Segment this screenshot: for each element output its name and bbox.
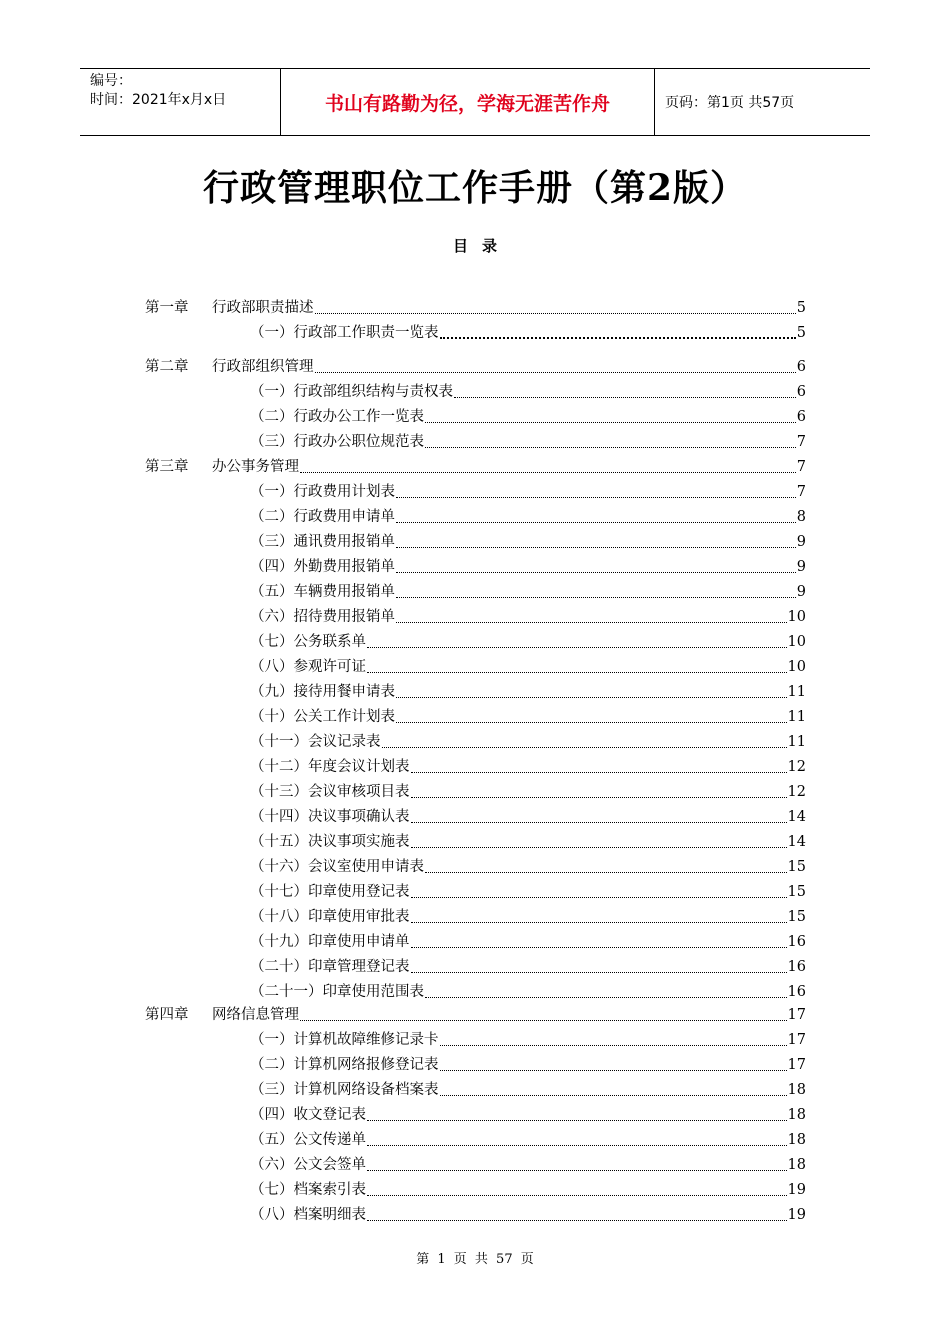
number-label: 编号： <box>90 73 132 89</box>
toc-entry[interactable] <box>0 427 950 451</box>
toc-page-number: 10 <box>787 634 806 650</box>
toc-leader-dots <box>411 771 787 773</box>
toc-page-number: 18 <box>787 1132 806 1148</box>
toc-section-title: （六）公文会签单 <box>250 1157 366 1173</box>
header-meta <box>80 69 281 135</box>
toc-section-title: （二）行政办公工作一览表 <box>250 409 424 425</box>
toc-section-title: （四）外勤费用报销单 <box>250 559 395 575</box>
header-motto: 书山有路勤为径，学海无涯苦作舟 <box>281 69 655 135</box>
toc-leader-dots <box>440 1069 787 1071</box>
toc-page-number: 15 <box>787 859 806 875</box>
toc-leader-dots <box>300 471 796 473</box>
toc-section-title: （二）行政费用申请单 <box>250 509 395 525</box>
toc-leader-dots <box>367 1119 787 1121</box>
toc-chapter-title: 行政部职责描述 <box>212 300 314 316</box>
toc-entry[interactable] <box>0 1000 950 1024</box>
toc-chapter-title: 网络信息管理 <box>212 1007 299 1023</box>
toc-page-number: 16 <box>787 959 806 975</box>
toc-leader-dots <box>425 871 787 873</box>
toc-leader-dots <box>315 312 796 314</box>
toc-entry[interactable] <box>0 293 950 317</box>
toc-page-number: 18 <box>787 1157 806 1173</box>
toc-entry[interactable] <box>0 677 950 701</box>
toc-entry[interactable] <box>0 752 950 776</box>
toc-entry[interactable] <box>0 1100 950 1124</box>
toc-chapter-title: 办公事务管理 <box>212 459 299 475</box>
toc-leader-dots <box>396 721 787 723</box>
toc-chapter-number: 第一章 <box>145 300 189 316</box>
toc-page-number: 7 <box>796 434 806 450</box>
toc-entry[interactable] <box>0 627 950 651</box>
toc-section-title: （四）收文登记表 <box>250 1107 366 1123</box>
toc-section-title: （二十）印章管理登记表 <box>250 959 410 975</box>
toc-leader-dots <box>440 1094 787 1096</box>
toc-page-number: 17 <box>787 1057 806 1073</box>
toc-entry[interactable] <box>0 1175 950 1199</box>
toc-entry[interactable] <box>0 702 950 726</box>
toc-section-title: （二）计算机网络报修登记表 <box>250 1057 439 1073</box>
toc-page-number: 7 <box>796 484 806 500</box>
toc-page-number: 9 <box>796 559 806 575</box>
toc-page-number: 10 <box>787 659 806 675</box>
toc-leader-dots <box>425 446 796 448</box>
toc-page-number: 6 <box>796 409 806 425</box>
toc-page-number: 6 <box>796 359 806 375</box>
toc-leader-dots <box>396 521 796 523</box>
toc-leader-dots <box>367 1194 787 1196</box>
toc-entry[interactable] <box>0 1075 950 1099</box>
toc-leader-dots <box>396 546 796 548</box>
toc-page-number: 12 <box>787 759 806 775</box>
toc-entry[interactable] <box>0 1050 950 1074</box>
toc-section-title: （三）行政办公职位规范表 <box>250 434 424 450</box>
toc-entry[interactable] <box>0 602 950 626</box>
toc-leader-dots <box>411 896 787 898</box>
toc-section-title: （一）行政费用计划表 <box>250 484 395 500</box>
toc-entry[interactable] <box>0 577 950 601</box>
toc-section-title: （七）档案索引表 <box>250 1182 366 1198</box>
toc-leader-dots <box>396 696 787 698</box>
toc-entry[interactable] <box>0 802 950 826</box>
document-header <box>80 68 870 136</box>
toc-leader-dots <box>425 421 796 423</box>
toc-chapter-title: 行政部组织管理 <box>212 359 314 375</box>
toc-entry[interactable] <box>0 552 950 576</box>
toc-heading: 目录 <box>452 237 511 255</box>
toc-page-number: 8 <box>796 509 806 525</box>
toc-entry[interactable] <box>0 927 950 951</box>
toc-leader-dots <box>396 496 796 498</box>
toc-leader-dots <box>454 396 796 398</box>
toc-section-title: （十八）印章使用审批表 <box>250 909 410 925</box>
toc-leader-dots <box>425 996 787 998</box>
toc-section-title: （一）行政部工作职责一览表 <box>250 325 439 341</box>
toc-page-number: 10 <box>787 609 806 625</box>
toc-entry[interactable] <box>0 1200 950 1224</box>
toc-leader-dots <box>440 1044 787 1046</box>
toc-entry[interactable] <box>0 652 950 676</box>
toc-section-title: （五）公文传递单 <box>250 1132 366 1148</box>
toc-page-number: 12 <box>787 784 806 800</box>
toc-section-title: （三）计算机网络设备档案表 <box>250 1082 439 1098</box>
toc-page-number: 19 <box>787 1207 806 1223</box>
toc-entry[interactable] <box>0 1025 950 1049</box>
toc-page-number: 16 <box>787 984 806 1000</box>
toc-leader-dots <box>411 846 787 848</box>
toc-section-title: （十五）决议事项实施表 <box>250 834 410 850</box>
toc-section-title: （三）通讯费用报销单 <box>250 534 395 550</box>
toc-section-title: （一）行政部组织结构与责权表 <box>250 384 453 400</box>
toc-page-number: 16 <box>787 934 806 950</box>
toc-section-title: （七）公务联系单 <box>250 634 366 650</box>
toc-entry[interactable] <box>0 502 950 526</box>
toc-section-title: （八）参观许可证 <box>250 659 366 675</box>
toc-leader-dots <box>411 971 787 973</box>
toc-page-number: 18 <box>787 1082 806 1098</box>
toc-leader-dots <box>396 571 796 573</box>
toc-leader-dots <box>396 621 787 623</box>
toc-page-number: 5 <box>796 325 806 341</box>
toc-page-number: 9 <box>796 534 806 550</box>
toc-section-title: （五）车辆费用报销单 <box>250 584 395 600</box>
toc-section-title: （十三）会议审核项目表 <box>250 784 410 800</box>
toc-page-number: 19 <box>787 1182 806 1198</box>
toc-page-number: 14 <box>787 834 806 850</box>
time-label: 时间：2021年x月x日 <box>90 92 227 108</box>
toc-leader-dots <box>300 1019 787 1021</box>
toc-leader-dots <box>396 596 796 598</box>
toc-entry[interactable] <box>0 727 950 751</box>
toc-entry[interactable] <box>0 402 950 426</box>
toc-section-title: （十七）印章使用登记表 <box>250 884 410 900</box>
toc-entry[interactable] <box>0 1125 950 1149</box>
toc-entry[interactable] <box>0 318 950 342</box>
toc-page-number: 15 <box>787 909 806 925</box>
toc-leader-dots <box>367 671 787 673</box>
toc-page-number: 6 <box>796 384 806 400</box>
toc-chapter-number: 第三章 <box>145 459 189 475</box>
toc-entry[interactable] <box>0 452 950 476</box>
toc-leader-dots <box>315 371 796 373</box>
document-title: 行政管理职位工作手册（第2版） <box>202 167 748 209</box>
toc-page-number: 17 <box>787 1032 806 1048</box>
toc-leader-dots <box>411 946 787 948</box>
toc-section-title: （八）档案明细表 <box>250 1207 366 1223</box>
toc-entry[interactable] <box>0 977 950 1001</box>
toc-chapter-number: 第二章 <box>145 359 189 375</box>
toc-leader-dots <box>367 1169 787 1171</box>
toc-page-number: 14 <box>787 809 806 825</box>
toc-entry[interactable] <box>0 827 950 851</box>
toc-section-title: （六）招待费用报销单 <box>250 609 395 625</box>
toc-leader-dots <box>440 336 796 339</box>
toc-page-number: 11 <box>787 709 806 725</box>
toc-entry[interactable] <box>0 852 950 876</box>
toc-leader-dots <box>411 921 787 923</box>
toc-section-title: （十九）印章使用申请单 <box>250 934 410 950</box>
toc-page-number: 9 <box>796 584 806 600</box>
toc-page-number: 11 <box>787 684 806 700</box>
toc-leader-dots <box>411 821 787 823</box>
header-page-info: 页码：第1页 共57页 <box>665 95 795 111</box>
toc-page-number: 17 <box>787 1007 806 1023</box>
toc-entry[interactable] <box>0 377 950 401</box>
toc-chapter-number: 第四章 <box>145 1007 189 1023</box>
toc-entry[interactable] <box>0 477 950 501</box>
toc-section-title: （十二）年度会议计划表 <box>250 759 410 775</box>
toc-page-number: 11 <box>787 734 806 750</box>
page-footer: 第 1 页 共 57 页 <box>416 1252 534 1267</box>
toc-entry[interactable] <box>0 527 950 551</box>
toc-page-number: 18 <box>787 1107 806 1123</box>
toc-page-number: 15 <box>787 884 806 900</box>
toc-section-title: （十一）会议记录表 <box>250 734 381 750</box>
toc-page-number: 5 <box>796 300 806 316</box>
toc-leader-dots <box>367 1144 787 1146</box>
toc-section-title: （二十一）印章使用范围表 <box>250 984 424 1000</box>
toc-entry[interactable] <box>0 952 950 976</box>
toc-page-number: 7 <box>796 459 806 475</box>
toc-section-title: （九）接待用餐申请表 <box>250 684 395 700</box>
toc-section-title: （十）公关工作计划表 <box>250 709 395 725</box>
toc-entry[interactable] <box>0 877 950 901</box>
toc-entry[interactable] <box>0 1150 950 1174</box>
toc-entry[interactable] <box>0 902 950 926</box>
toc-leader-dots <box>382 746 787 748</box>
toc-section-title: （十四）决议事项确认表 <box>250 809 410 825</box>
toc-leader-dots <box>411 796 787 798</box>
toc-section-title: （十六）会议室使用申请表 <box>250 859 424 875</box>
toc-section-title: （一）计算机故障维修记录卡 <box>250 1032 439 1048</box>
toc-entry[interactable] <box>0 777 950 801</box>
toc-leader-dots <box>367 646 787 648</box>
toc-entry[interactable] <box>0 352 950 376</box>
toc-leader-dots <box>367 1219 787 1221</box>
